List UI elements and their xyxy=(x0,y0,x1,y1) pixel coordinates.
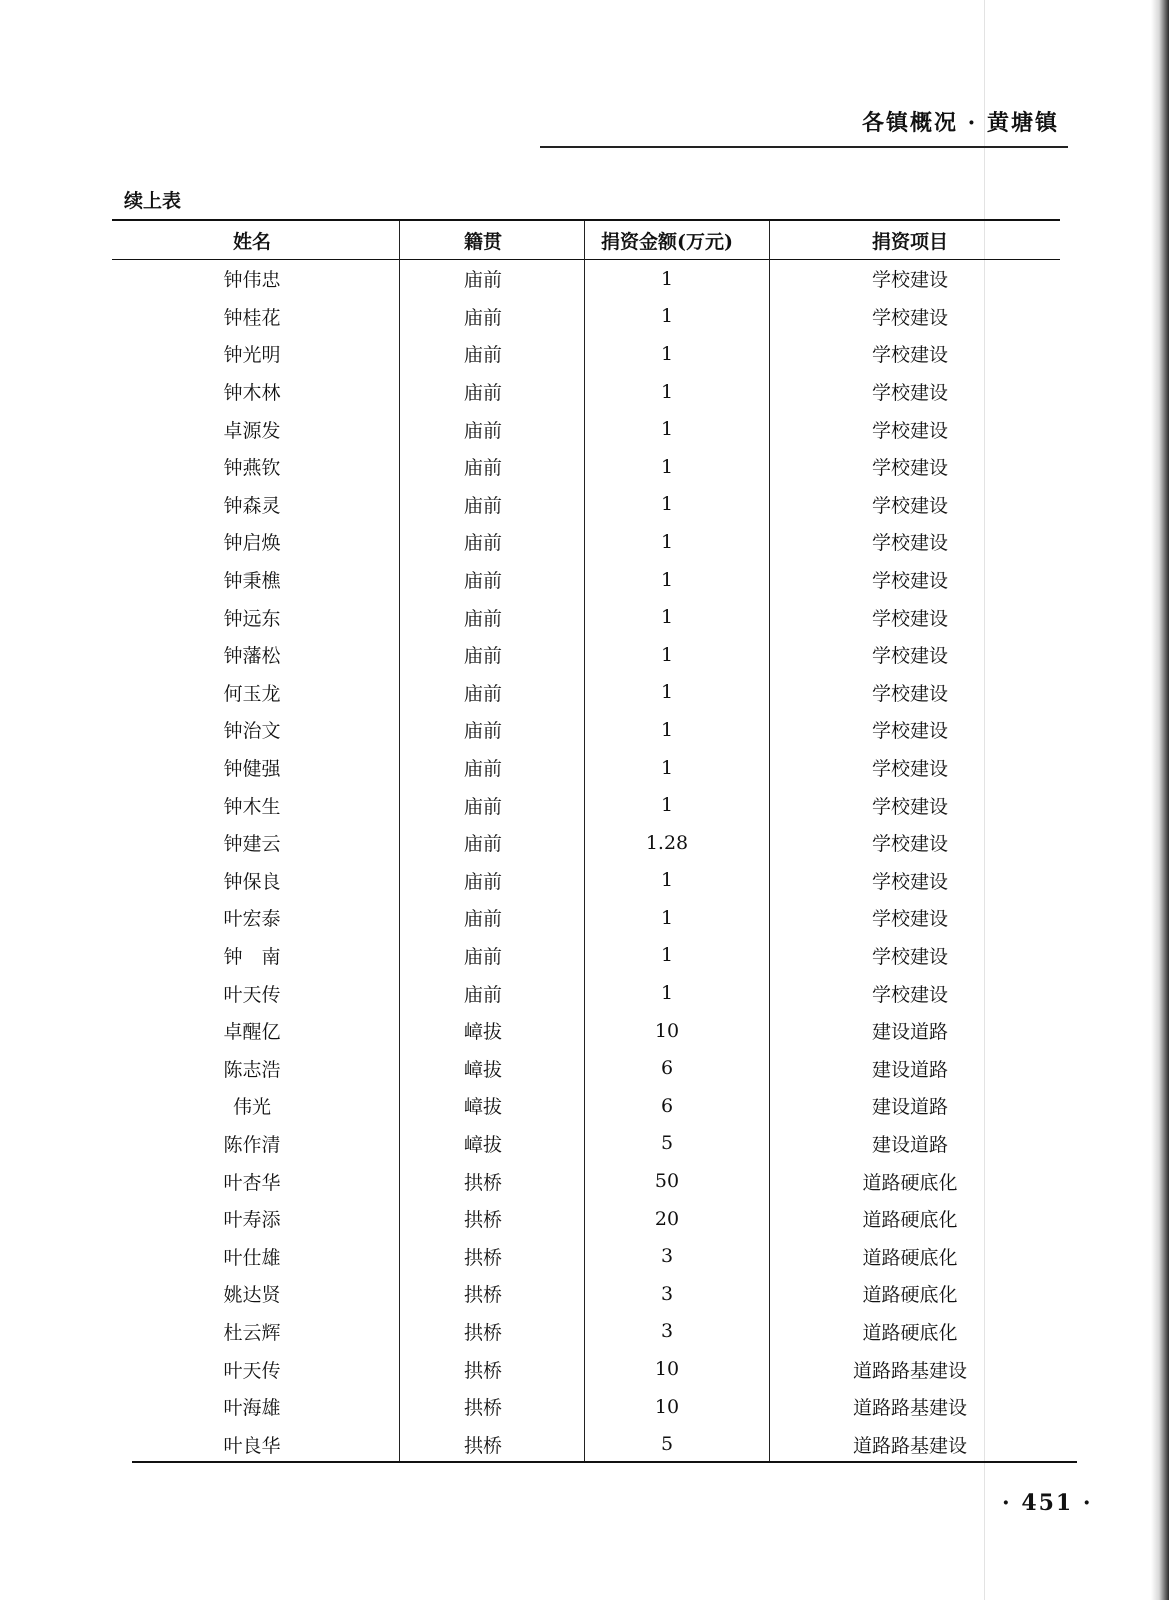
table-row xyxy=(112,373,1060,411)
cell-name: 钟 南 xyxy=(223,945,281,968)
cell-project: 学校建设 xyxy=(871,908,948,931)
table-row xyxy=(112,1087,1060,1125)
cell-name: 钟健强 xyxy=(223,758,281,781)
cell-name: 钟桂花 xyxy=(223,306,281,329)
running-header-rule xyxy=(540,146,1068,148)
cell-project: 道路路基建设 xyxy=(852,1434,967,1457)
cell-amount: 5 xyxy=(660,1433,674,1456)
cell-project: 学校建设 xyxy=(871,720,948,743)
cell-amount: 1 xyxy=(660,944,674,967)
cell-origin: 庙前 xyxy=(463,682,502,705)
table-row xyxy=(112,598,1060,636)
table-row xyxy=(112,711,1060,749)
table-row xyxy=(112,1162,1060,1200)
cell-amount: 5 xyxy=(660,1132,674,1155)
running-header-title: 各镇概况 · 黄塘镇 xyxy=(862,110,1059,136)
cell-origin: 庙前 xyxy=(463,645,502,668)
cell-project: 学校建设 xyxy=(871,645,948,668)
cell-project: 学校建设 xyxy=(871,457,948,480)
cell-origin: 庙前 xyxy=(463,494,502,517)
cell-name: 钟森灵 xyxy=(223,494,281,517)
cell-amount: 1 xyxy=(660,493,674,516)
cell-project: 学校建设 xyxy=(871,795,948,818)
cell-name: 钟木林 xyxy=(223,382,281,405)
cell-origin: 庙前 xyxy=(463,382,502,405)
cell-project: 学校建设 xyxy=(871,833,948,856)
cell-project: 学校建设 xyxy=(871,870,948,893)
cell-origin: 庙前 xyxy=(463,908,502,931)
column-divider xyxy=(584,221,585,1461)
table-bottom-rule xyxy=(132,1461,1077,1463)
cell-origin: 庙前 xyxy=(463,945,502,968)
cell-name: 叶良华 xyxy=(223,1434,281,1457)
page-number: · 451 · xyxy=(1002,1490,1093,1516)
table-row xyxy=(112,298,1060,336)
cell-name: 卓醒亿 xyxy=(223,1021,281,1044)
cell-project: 学校建设 xyxy=(871,382,948,405)
cell-origin: 拱桥 xyxy=(463,1171,502,1194)
cell-project: 道路硬底化 xyxy=(862,1246,958,1269)
cell-project: 学校建设 xyxy=(871,570,948,593)
table-row xyxy=(112,974,1060,1012)
table-row xyxy=(112,899,1060,937)
cell-name: 叶天传 xyxy=(223,983,281,1006)
table-row xyxy=(112,1200,1060,1238)
cell-origin: 庙前 xyxy=(463,758,502,781)
cell-name: 钟藩松 xyxy=(223,645,281,668)
cell-origin: 拱桥 xyxy=(463,1321,502,1344)
table-row xyxy=(112,1125,1060,1163)
cell-amount: 1 xyxy=(660,305,674,328)
cell-name: 钟光明 xyxy=(223,344,281,367)
cell-origin: 嶂拔 xyxy=(463,1096,502,1119)
column-header-project: 捐资项目 xyxy=(871,230,948,253)
column-divider xyxy=(769,221,770,1461)
table-row xyxy=(112,335,1060,373)
cell-origin: 庙前 xyxy=(463,983,502,1006)
cell-name: 钟建云 xyxy=(223,833,281,856)
table-row xyxy=(112,1388,1060,1426)
cell-origin: 庙前 xyxy=(463,570,502,593)
cell-amount: 6 xyxy=(660,1057,674,1080)
table-row xyxy=(112,1012,1060,1050)
table-header-row xyxy=(112,221,1060,260)
cell-project: 建设道路 xyxy=(871,1058,948,1081)
cell-project: 学校建设 xyxy=(871,344,948,367)
cell-project: 道路硬底化 xyxy=(862,1209,958,1232)
cell-name: 何玉龙 xyxy=(223,682,281,705)
cell-origin: 庙前 xyxy=(463,870,502,893)
cell-project: 道路路基建设 xyxy=(852,1359,967,1382)
table-row xyxy=(112,824,1060,862)
cell-amount: 3 xyxy=(660,1282,674,1305)
donation-table xyxy=(112,219,1060,1463)
cell-name: 叶天传 xyxy=(223,1359,281,1382)
cell-name: 陈志浩 xyxy=(223,1058,281,1081)
cell-origin: 嶂拔 xyxy=(463,1133,502,1156)
cell-amount: 1 xyxy=(660,530,674,553)
cell-name: 钟木生 xyxy=(223,795,281,818)
cell-origin: 庙前 xyxy=(463,457,502,480)
cell-amount: 1 xyxy=(660,982,674,1005)
cell-amount: 1 xyxy=(660,455,674,478)
table-row xyxy=(112,749,1060,787)
cell-name: 钟秉樵 xyxy=(223,570,281,593)
cell-project: 建设道路 xyxy=(871,1133,948,1156)
cell-amount: 1 xyxy=(660,568,674,591)
cell-amount: 1 xyxy=(660,869,674,892)
table-row xyxy=(112,1425,1060,1463)
cell-origin: 庙前 xyxy=(463,833,502,856)
cell-name: 伟光 xyxy=(232,1096,271,1119)
cell-project: 学校建设 xyxy=(871,682,948,705)
table-row xyxy=(112,1237,1060,1275)
cell-name: 杜云辉 xyxy=(223,1321,281,1344)
cell-amount: 10 xyxy=(654,1395,680,1418)
cell-name: 钟伟忠 xyxy=(223,269,281,292)
table-row xyxy=(112,410,1060,448)
cell-name: 钟保良 xyxy=(223,870,281,893)
cell-origin: 嶂拔 xyxy=(463,1058,502,1081)
cell-amount: 10 xyxy=(654,1019,680,1042)
cell-project: 学校建设 xyxy=(871,607,948,630)
cell-name: 叶杏华 xyxy=(223,1171,281,1194)
cell-project: 道路硬底化 xyxy=(862,1284,958,1307)
cell-amount: 1 xyxy=(660,418,674,441)
cell-amount: 1 xyxy=(660,606,674,629)
cell-amount: 3 xyxy=(660,1320,674,1343)
table-row xyxy=(112,486,1060,524)
cell-origin: 庙前 xyxy=(463,344,502,367)
cell-project: 学校建设 xyxy=(871,945,948,968)
column-header-amount: 捐资金额(万元) xyxy=(601,230,733,253)
cell-project: 建设道路 xyxy=(871,1096,948,1119)
cell-origin: 庙前 xyxy=(463,795,502,818)
cell-amount: 1.28 xyxy=(645,831,689,854)
cell-origin: 拱桥 xyxy=(463,1284,502,1307)
cell-name: 卓源发 xyxy=(223,419,281,442)
cell-name: 叶寿添 xyxy=(223,1209,281,1232)
cell-project: 学校建设 xyxy=(871,494,948,517)
cell-amount: 6 xyxy=(660,1094,674,1117)
cell-name: 钟远东 xyxy=(223,607,281,630)
column-divider xyxy=(399,221,400,1461)
cell-origin: 拱桥 xyxy=(463,1359,502,1382)
cell-project: 道路硬底化 xyxy=(862,1171,958,1194)
table-row xyxy=(112,862,1060,900)
cell-amount: 1 xyxy=(660,718,674,741)
table-row xyxy=(112,523,1060,561)
cell-name: 叶宏泰 xyxy=(223,908,281,931)
cell-origin: 庙前 xyxy=(463,607,502,630)
cell-origin: 拱桥 xyxy=(463,1246,502,1269)
cell-amount: 1 xyxy=(660,643,674,666)
table-row xyxy=(112,1275,1060,1313)
table-row xyxy=(112,561,1060,599)
cell-amount: 50 xyxy=(654,1170,680,1193)
cell-origin: 庙前 xyxy=(463,532,502,555)
cell-origin: 拱桥 xyxy=(463,1209,502,1232)
column-header-name: 姓名 xyxy=(232,230,271,253)
cell-amount: 1 xyxy=(660,756,674,779)
table-body xyxy=(112,260,1060,1464)
cell-origin: 庙前 xyxy=(463,306,502,329)
cell-project: 学校建设 xyxy=(871,269,948,292)
table-row xyxy=(112,1350,1060,1388)
table-row xyxy=(112,1313,1060,1351)
column-header-origin: 籍贯 xyxy=(463,230,502,253)
cell-origin: 庙前 xyxy=(463,720,502,743)
cell-project: 建设道路 xyxy=(871,1021,948,1044)
cell-name: 叶海雄 xyxy=(223,1397,281,1420)
cell-origin: 拱桥 xyxy=(463,1434,502,1457)
cell-name: 陈作清 xyxy=(223,1133,281,1156)
cell-name: 姚达贤 xyxy=(223,1284,281,1307)
table-row xyxy=(112,1049,1060,1087)
table-row xyxy=(112,260,1060,298)
scan-edge-shadow xyxy=(1151,0,1169,1600)
table-caption: 续上表 xyxy=(124,190,182,212)
cell-amount: 1 xyxy=(660,906,674,929)
cell-amount: 1 xyxy=(660,380,674,403)
cell-name: 叶仕雄 xyxy=(223,1246,281,1269)
cell-project: 学校建设 xyxy=(871,532,948,555)
cell-project: 学校建设 xyxy=(871,758,948,781)
cell-project: 道路硬底化 xyxy=(862,1321,958,1344)
cell-project: 道路路基建设 xyxy=(852,1397,967,1420)
table-row xyxy=(112,786,1060,824)
cell-project: 学校建设 xyxy=(871,983,948,1006)
table-row xyxy=(112,636,1060,674)
cell-name: 钟治文 xyxy=(223,720,281,743)
cell-name: 钟启焕 xyxy=(223,532,281,555)
cell-origin: 拱桥 xyxy=(463,1397,502,1420)
cell-name: 钟燕钦 xyxy=(223,457,281,480)
table-row xyxy=(112,937,1060,975)
cell-amount: 3 xyxy=(660,1245,674,1268)
cell-amount: 10 xyxy=(654,1358,680,1381)
cell-amount: 1 xyxy=(660,681,674,704)
cell-amount: 1 xyxy=(660,794,674,817)
table-row xyxy=(112,448,1060,486)
cell-amount: 1 xyxy=(660,342,674,365)
cell-project: 学校建设 xyxy=(871,306,948,329)
cell-project: 学校建设 xyxy=(871,419,948,442)
cell-origin: 嶂拔 xyxy=(463,1021,502,1044)
cell-origin: 庙前 xyxy=(463,269,502,292)
cell-amount: 1 xyxy=(660,267,674,290)
cell-amount: 20 xyxy=(654,1207,680,1230)
table-row xyxy=(112,674,1060,712)
cell-origin: 庙前 xyxy=(463,419,502,442)
